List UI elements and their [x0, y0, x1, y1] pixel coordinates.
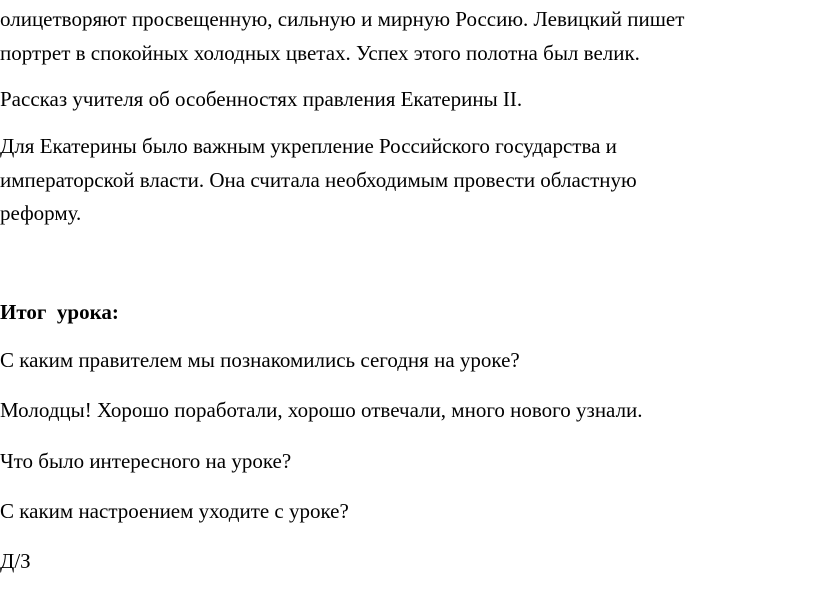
paragraph-line: императорской власти. Она считала необходимым провести областную: [0, 168, 637, 192]
question-ruler: С каким правителем мы познакомились сегодня на уроке?: [0, 348, 520, 372]
paragraph-line: портрет в спокойных холодных цветах. Успех этого полотна был велик.: [0, 41, 640, 65]
question-interesting: Что было интересного на уроке?: [0, 449, 292, 473]
homework-label: Д/З: [0, 549, 31, 573]
praise-text: Молодцы! Хорошо поработали, хорошо отвечали, много нового узнали.: [0, 398, 643, 422]
lesson-summary-heading: Итог урока:: [0, 300, 119, 324]
question-mood: С каким настроением уходите с уроке?: [0, 499, 349, 523]
paragraph-line: Для Екатерины было важным укрепление Российского государства и: [0, 134, 617, 158]
paragraph-line: реформу.: [0, 201, 82, 225]
paragraph-teacher-story: Рассказ учителя об особенностях правления Екатерины II.: [0, 87, 523, 111]
paragraph-line: олицетворяют просвещенную, сильную и мирную Россию. Левицкий пишет: [0, 7, 685, 31]
